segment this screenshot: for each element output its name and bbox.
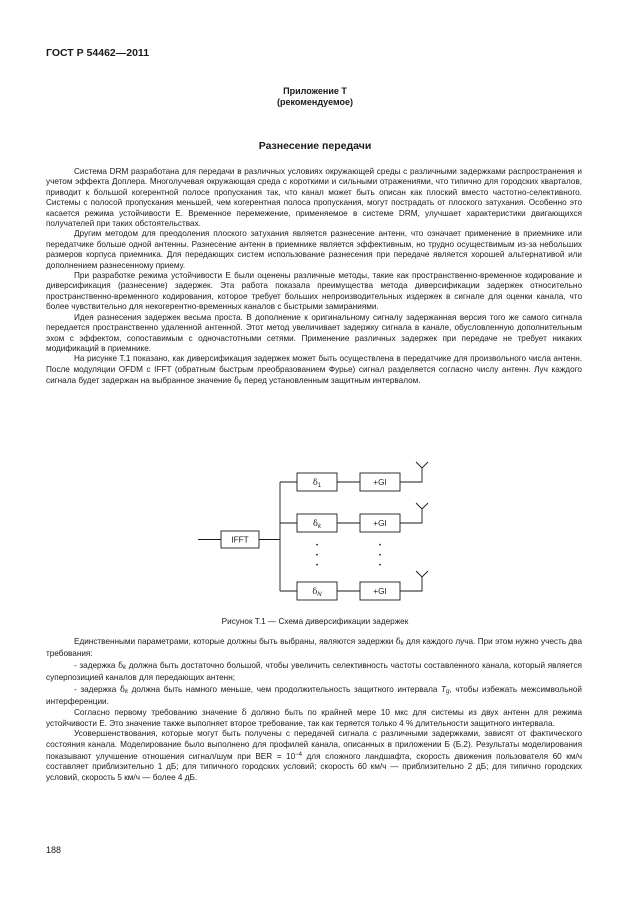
gi-label-n: +GI: [373, 587, 387, 596]
subscript: k: [124, 688, 128, 695]
paragraph: Идея разнесения задержек весьма проста. В дополнение к оригинальному сигналу задержанная версия того же самого сигнала передается пространственно удаленной антенной. Этот метод увеличивает задержку сигнала в канале, обусловленную дополнительным эхом с эффектом, сопоставимым с одночастотными сетями. Применение различных задержек при передаче не требует никаких модификаций в приемнике.: [46, 312, 582, 353]
delay-label-n: $\delta_N$: [312, 586, 322, 598]
paragraph: [46, 354, 582, 388]
superscript: −4: [295, 752, 302, 759]
text-run: для сложного ландшафта, скорость движения пользователя 60 км/ч составляет приблизительно 1 дБ; для типичного городских условий; скорость 60 км/ч — приблизительно 2 дБ; для типично городских условий, скорость 5 км/ч — более 4 дБ.: [46, 752, 582, 782]
text-run: для каждого луча. При этом нужно учесть два требования:: [46, 637, 582, 659]
text-run: Усовершенствования, которые могут быть получены с передачей сигнала с различными задержками, зависят от фактического состояния канала. Моделирование было выполнено для профилей канала, описанных в приложении Б (Б.2). Результаты моделирования показывают улучшение отношения сигнал/шум при BER = 10: [46, 729, 582, 762]
delay-label-1: $\delta_1$: [312, 477, 322, 489]
ifft-label: IFFT: [231, 535, 249, 545]
annex-title: Приложение Т: [283, 86, 347, 96]
ellipsis-dot: •: [378, 542, 382, 549]
ellipsis-dot: •: [378, 562, 382, 569]
gi-label-k: +GI: [373, 519, 387, 528]
paragraph: [46, 729, 582, 783]
document-header: ГОСТ Р 54462—2011: [46, 47, 150, 59]
delta-symbol: δ: [241, 707, 247, 718]
ellipsis-dot: •: [315, 562, 319, 569]
paragraph: При разработке режима устойчивости Е были оценены различные методы, такие как пространственно-временное кодирование и диверсификация (разнесение) задержек. Эта работа показала преимущества метода диверсификации задержек относительно пространственно-временного кодирования, которое требует больших непроизводительных издержек в сигнале для оценки канала, что более чувствительно для некогерентно-временных каналов с быстрыми замираниями.: [46, 271, 582, 312]
text-run: должно быть по крайней мере 10 мкс для системы из двух антенн для режима устойчивости Е. Это значение также выполняет второе требование, так как теряется только 4 % длительности защитного интервала.: [46, 708, 583, 728]
figure-caption: Рисунок Т.1 — Схема диверсификации задержек: [221, 617, 409, 626]
annex-heading: [0, 86, 630, 108]
ellipsis-dot: •: [378, 552, 382, 559]
delta-symbol: δ: [118, 659, 124, 670]
text-run: - задержка: [74, 660, 119, 670]
text-run: Единственными параметрами, которые должны быть выбраны, являются задержки: [74, 637, 396, 646]
section-title: Разнесение передачи: [258, 140, 372, 152]
list-item: [46, 660, 582, 684]
list-item: [46, 684, 582, 708]
annex-status: (рекомендуемое): [277, 97, 353, 107]
antenna-icon: [416, 462, 428, 468]
delay-label-k: $\delta_k$: [313, 518, 321, 530]
text-run: перед установленным защитным интервалом.: [241, 376, 421, 386]
text-run: , чтобы избежать межсимвольной интерференции.: [46, 684, 583, 707]
paragraph: [46, 707, 582, 729]
subscript: k: [123, 664, 127, 671]
subscript: k: [400, 641, 404, 647]
gi-label-1: +GI: [373, 478, 387, 487]
delta-symbol: δ: [395, 636, 401, 646]
delta-symbol: δ: [233, 375, 239, 386]
text-run: должна быть достаточно большой, чтобы увеличить селективность частоты составленного канала, который является суперпозицией каналов для передающих антенн;: [46, 660, 582, 683]
paragraph: Другим методом для преодоления плоского затухания является разнесение антенн, что означает применение в приемнике или передатчике больше одной антенны. Разнесение антенн в приемнике является эффективным, но трудно осуществимым из-за небольших размеров корпуса приемника. Для передающих систем использование разнесения при передаче является хорошей альтернативой или дополнением разнесенному приему.: [46, 229, 582, 270]
paragraph: [46, 636, 582, 660]
text-run: должна быть намного меньше, чем продолжительность защитного интервала: [127, 684, 442, 694]
ellipsis-dot: •: [315, 542, 319, 549]
variable: T: [441, 684, 447, 694]
text-run: - задержка: [74, 684, 120, 694]
subscript: k: [238, 380, 242, 387]
ellipsis-dot: •: [315, 552, 319, 559]
antenna-icon: [416, 571, 428, 577]
paragraph: Система DRM разработана для передачи в различных условиях окружающей среды с различными задержками распространения и учетом эффекта Доплера. Многолучевая окружающая среда с короткими и сильными отражениями, что типично для городских кварталов, приводит к большой когерентной полосе пропускания так, что канал может быть описан как плоский вместо частотно-селективного. Системы с полосой пропускания меньшей, чем когерентная полоса пропускания, могут пострадать от плоского затухания. Особенно это касается режима устойчивости Е. Временное перемежение, применяемое в системе DRM, улучшает характеристики двигающихся получателей при таких обстоятельствах.: [46, 167, 582, 229]
delta-symbol: δ: [120, 683, 125, 694]
subscript: g: [446, 688, 450, 695]
text-block-bottom: [46, 636, 582, 783]
antenna-icon: [416, 503, 428, 509]
text-block-top: [46, 167, 582, 389]
text-run: На рисунке Т.1 показано, как диверсификация задержек может быть осуществлена в передатчике для произвольного числа антенн. После модуляции OFDM с IFFT (обратным быстрым преобразованием Фурье) сигнал разделяется согласно числу антенн. Луч каждого сигнала будет задержан на выбранное значение: [46, 354, 582, 386]
page-number: 188: [46, 845, 62, 855]
delay-diversity-diagram: [0, 460, 630, 610]
text-run: Согласно первому требованию значение: [74, 708, 242, 718]
